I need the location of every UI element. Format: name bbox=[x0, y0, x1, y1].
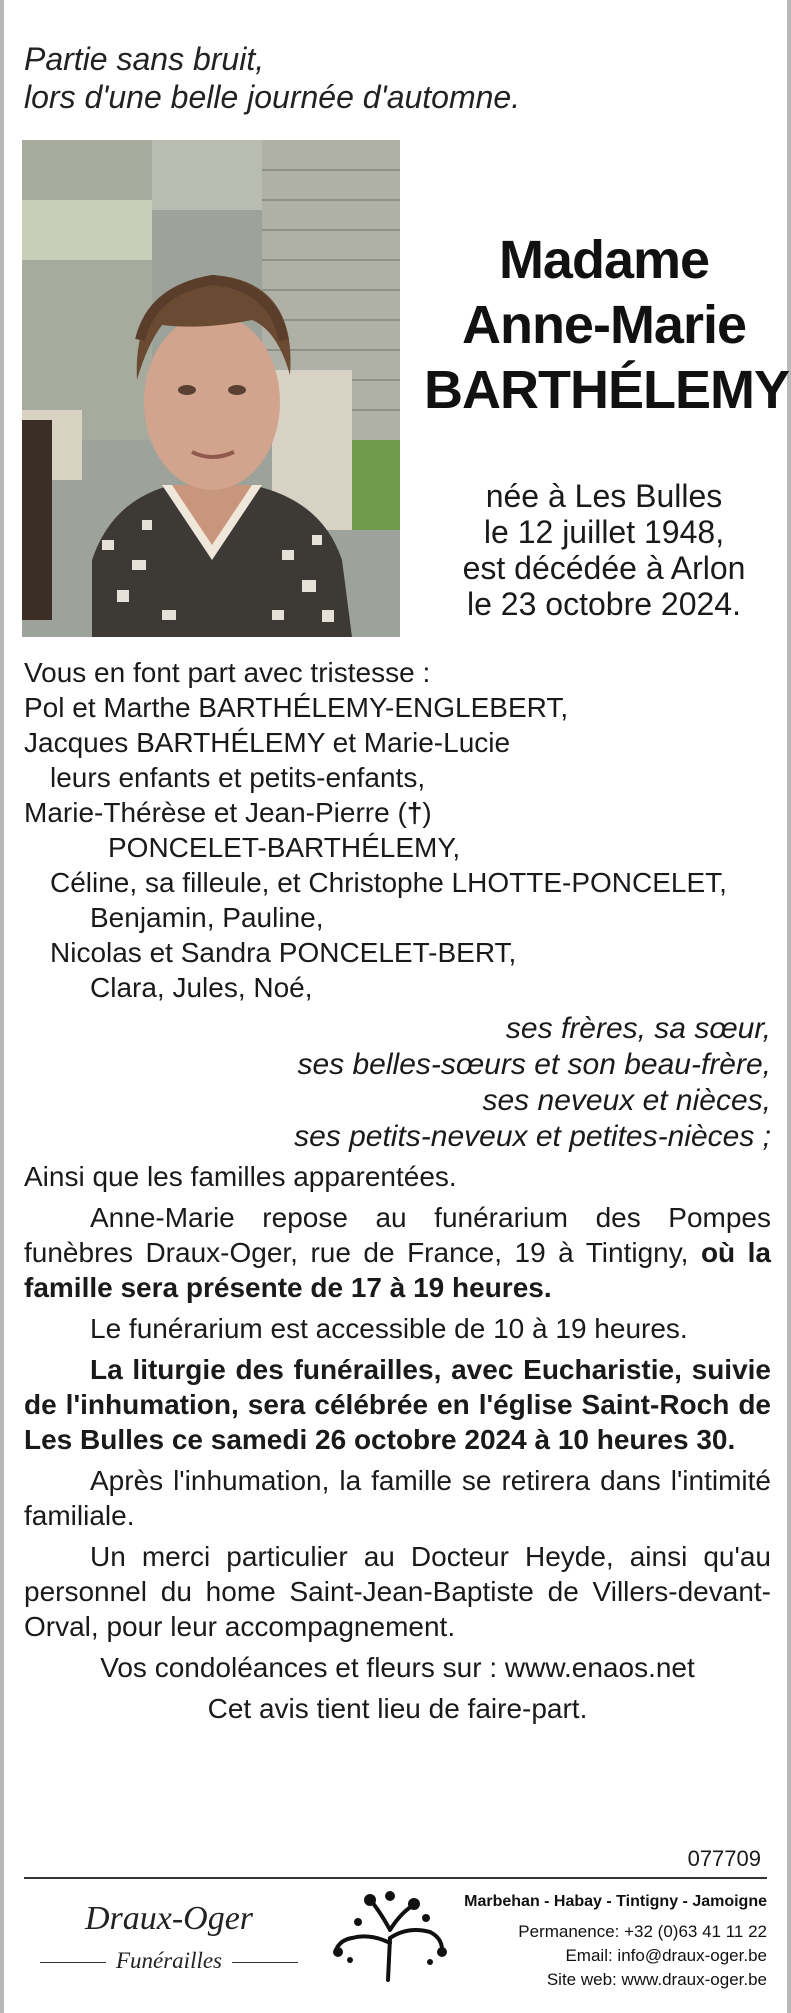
deceased-title: Madame bbox=[498, 230, 710, 290]
relation-line: ses petits-neveux et petites-nièces ; bbox=[294, 1120, 771, 1153]
reference-code: 077709 bbox=[687, 1846, 761, 1871]
death-date: le 23 octobre 2024. bbox=[467, 586, 741, 622]
relation-line: ses frères, sa sœur, bbox=[505, 1012, 771, 1045]
deceased-name bbox=[424, 228, 789, 423]
notice-line: Cet avis tient lieu de faire-part. bbox=[207, 1693, 588, 1724]
website: Site web: www.draux-oger.be bbox=[546, 1970, 767, 1989]
email: Email: info@draux-oger.be bbox=[565, 1946, 767, 1965]
liturgy-paragraph: La liturgie des funérailles, avec Eucharistie, suivie de l'inhumation, sera célébrée en l'église Saint-Roch de Les Bulles ce samedi 26 octobre 2024 à 10 heures 30. bbox=[24, 1354, 771, 1455]
portrait-photo bbox=[22, 140, 400, 637]
company-subtitle-text: Funérailles bbox=[115, 1948, 223, 1973]
portrait-illustration bbox=[22, 140, 400, 637]
funerarium-paragraph bbox=[24, 1200, 771, 1305]
epigraph-line-2: lors d'une belle journée d'automne. bbox=[24, 79, 521, 115]
funerarium-text: Anne-Marie repose au funérarium des Pompes funèbres Draux-Oger, rue de France, 19 à Tintigny, bbox=[24, 1202, 771, 1268]
family-line: Pol et Marthe BARTHÉLEMY-ENGLEBERT, bbox=[24, 692, 569, 723]
epigraph-line-1: Partie sans bruit, bbox=[24, 41, 265, 77]
footer-divider bbox=[24, 1877, 767, 1879]
family-line-text: ) bbox=[422, 797, 432, 828]
deceased-last-name: BARTHÉLEMY bbox=[424, 360, 789, 420]
death-place: est décédée à Arlon bbox=[462, 550, 746, 586]
phone: Permanence: +32 (0)63 41 11 22 bbox=[518, 1922, 767, 1941]
thanks-paragraph: Un merci particulier au Docteur Heyde, ainsi qu'au personnel du home Saint-Jean-Baptiste de Villers-devant-Orval, pour leur accompagnement. bbox=[24, 1541, 771, 1642]
funerarium-hours: Le funérarium est accessible de 10 à 19 heures. bbox=[90, 1313, 688, 1344]
epigraph bbox=[24, 40, 520, 116]
condolences-line: Vos condoléances et fleurs sur : www.enaos.net bbox=[100, 1652, 695, 1683]
family-presence-hours: où la famille sera présente de 17 à 19 heures. bbox=[24, 1237, 771, 1303]
tree-logo-icon bbox=[330, 1888, 450, 1984]
family-line: leurs enfants et petits-enfants, bbox=[50, 762, 426, 793]
company-name: Draux-Oger bbox=[84, 1900, 254, 1937]
birth-date: le 12 juillet 1948, bbox=[483, 514, 725, 550]
contact-info bbox=[464, 1890, 767, 1992]
family-line: Nicolas et Sandra PONCELET-BERT, bbox=[50, 937, 517, 968]
locations: Marbehan - Habay - Tintigny - Jamoigne bbox=[464, 1893, 767, 1910]
relation-line: ses belles-sœurs et son beau-frère, bbox=[297, 1048, 771, 1081]
family-line: Céline, sa filleule, et Christophe LHOTTE-PONCELET, bbox=[50, 867, 727, 898]
cross-icon: † bbox=[406, 797, 423, 828]
family-line: PONCELET-BARTHÉLEMY, bbox=[108, 832, 461, 863]
family-line: Benjamin, Pauline, bbox=[90, 902, 324, 933]
family-intro: Vous en font part avec tristesse : bbox=[24, 657, 431, 688]
deceased-first-name: Anne-Marie bbox=[461, 295, 747, 355]
family-line: Jacques BARTHÉLEMY et Marie-Lucie bbox=[24, 727, 511, 758]
birth-place: née à Les Bulles bbox=[485, 478, 723, 514]
family-line-text: Marie-Thérèse et Jean-Pierre ( bbox=[24, 797, 407, 828]
birth-death-info bbox=[424, 478, 784, 622]
funeral-home-footer bbox=[24, 1880, 767, 1990]
family-line bbox=[24, 795, 771, 830]
relation-line: ses neveux et nièces, bbox=[482, 1084, 771, 1117]
after-burial-paragraph: Après l'inhumation, la famille se retirera dans l'intimité familiale. bbox=[24, 1465, 771, 1531]
relatives-line: Ainsi que les familles apparentées. bbox=[24, 1161, 457, 1192]
family-line: Clara, Jules, Noé, bbox=[90, 972, 313, 1003]
notice-body bbox=[24, 655, 771, 1726]
company-subtitle bbox=[24, 1948, 314, 1974]
